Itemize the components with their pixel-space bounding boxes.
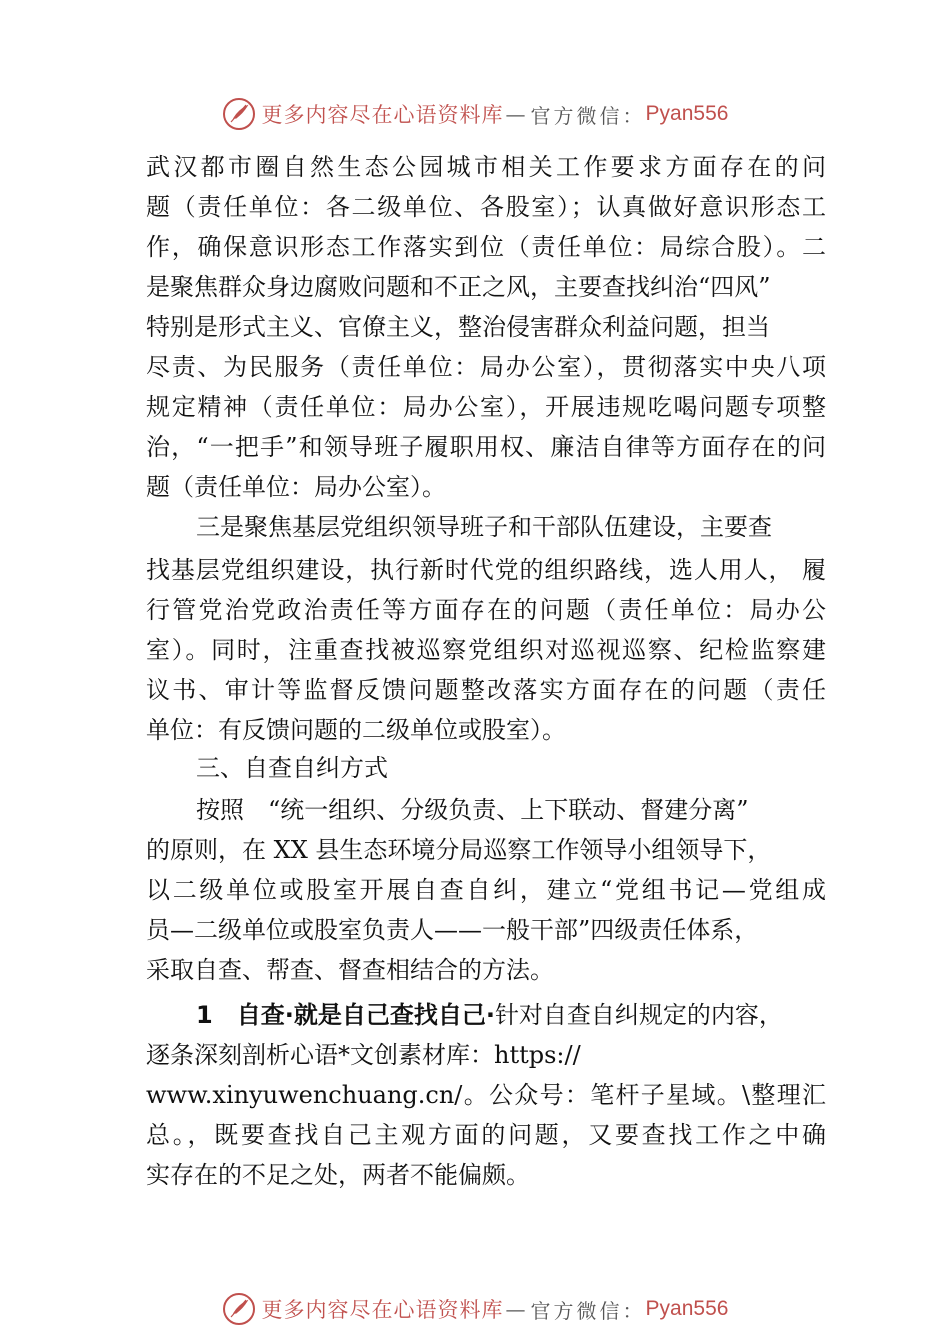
section-heading: 三、自查自纠方式 — [196, 754, 388, 782]
text-line: 题（责任单位：各二级单位、各股室）；认真做好意识形态工 — [146, 193, 826, 221]
text-line: 员—二级单位或股室负责人——一般干部”四级责任体系， — [146, 916, 759, 944]
watermark-separator: — — [505, 1297, 529, 1321]
text-line: 作，确保意识形态工作落实到位（责任单位：局综合股）。二 — [146, 233, 826, 261]
watermark-label: 官方微信： — [530, 103, 646, 128]
feather-pen-logo-icon — [222, 97, 256, 131]
text-line: 治，“一把手”和领导班子履职用权、廉洁自律等方面存在的问 — [146, 433, 826, 461]
text-line: 题（责任单位：局办公室）。 — [146, 473, 446, 501]
watermark-id: Pyan556 — [645, 102, 729, 125]
item-one-bold: 1 自查·就是自己查找自己· — [196, 1001, 495, 1029]
text-line: 实存在的不足之处，两者不能偏颇。 — [146, 1161, 530, 1189]
text-line: 议书、审计等监督反馈问题整改落实方面存在的问题（责任 — [146, 676, 826, 704]
text-line: 武汉都市圈自然生态公园城市相关工作要求方面存在的问 — [146, 153, 826, 181]
text-line: 行管党治党政治责任等方面存在的问题（责任单位：局办公 — [146, 596, 826, 624]
text-line: 找基层党组织建设，执行新时代党的组织路线，选人用人， 履 — [146, 556, 826, 584]
text-line: 的原则，在 XX 县生态环境分局巡察工作领导小组领导下， — [146, 836, 772, 864]
text-line: 室）。同时，注重查找被巡察党组织对巡视巡察、纪检监察建 — [146, 636, 826, 664]
item-one-rest: 针对自查自纠规定的内容， — [494, 1001, 783, 1029]
text-line: 总。，既要查找自己主观方面的问题，又要查找工作之中确 — [146, 1121, 826, 1149]
text-line: 特别是形式主义、官僚主义，整治侵害群众利益问题，担当 — [146, 313, 770, 341]
text-line: 采取自查、帮查、督查相结合的方法。 — [146, 956, 554, 984]
text-line: 是聚焦群众身边腐败问题和不正之风，主要查找纠治“四风” — [146, 273, 771, 301]
watermark-label: 官方微信： — [530, 1298, 646, 1323]
paragraph-first-line: 按照 “统一组织、分级负责、上下联动、督建分离” — [196, 796, 749, 824]
paragraph-first-line: 三是聚焦基层党组织领导班子和干部队伍建设，主要查 — [196, 513, 772, 541]
item-one-heading — [196, 995, 783, 1035]
text-line — [146, 1035, 826, 1075]
text-line: 单位：有反馈问题的二级单位或股室）。 — [146, 716, 566, 744]
watermark-separator: — — [505, 102, 529, 126]
watermark-brand: 更多内容尽在心语资料库 — [261, 1298, 504, 1322]
header-watermark — [0, 94, 950, 134]
watermark-id: Pyan556 — [645, 1297, 729, 1320]
text-line: 规定精神（责任单位：局办公室），开展违规吃喝问题专项整 — [146, 393, 826, 421]
footer-watermark — [0, 1289, 950, 1329]
text-line-mixed: 逐条深刻剖析心语*文创素材库：https:// — [146, 1041, 581, 1069]
text-line: www.xinyuwenchuang.cn/。公众号：笔杆子星域。\整理汇 — [146, 1081, 826, 1109]
feather-pen-logo-icon — [222, 1292, 256, 1326]
text-line: 以二级单位或股室开展自查自纠，建立“党组书记—党组成 — [146, 876, 826, 904]
text-line: 尽责、为民服务（责任单位：局办公室），贯彻落实中央八项 — [146, 353, 826, 381]
watermark-brand: 更多内容尽在心语资料库 — [261, 103, 504, 127]
